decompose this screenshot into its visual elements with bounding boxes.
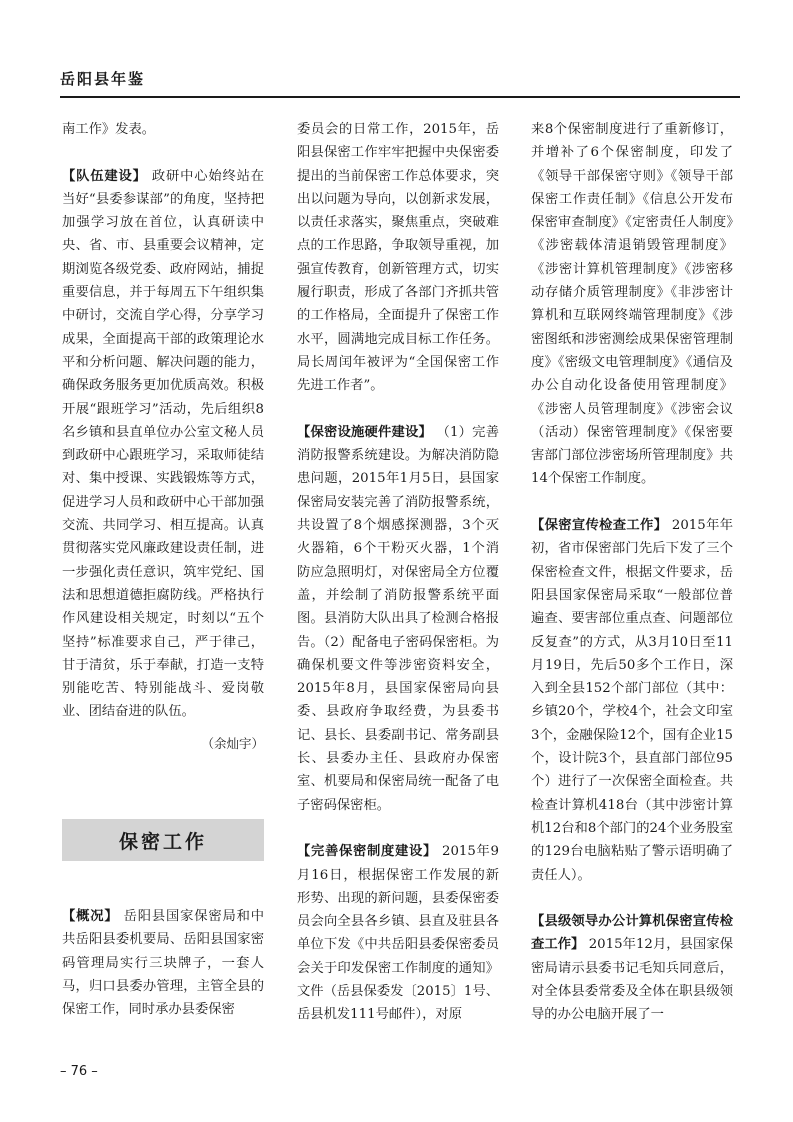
yearbook-header: 岳阳县年鉴 — [60, 70, 146, 88]
team-building-paragraph — [62, 165, 264, 724]
overview-body: 岳阳县国家保密局和中共岳阳县委机要局、岳阳县国家密码管理局实行三块牌子，一套人马，归口县委办管理，主管全县的保密工作，同时承办县委保密 — [62, 909, 265, 1018]
intro-paragraph: 南工作》发表。 — [62, 122, 156, 137]
header-rule — [60, 96, 740, 98]
overview-tag: 【概况】 — [62, 909, 119, 924]
overview-paragraph — [62, 905, 264, 1021]
column-1-lower — [62, 905, 264, 1021]
system-paragraph — [297, 840, 499, 1026]
page-number: – 76 – — [60, 1064, 98, 1079]
publicity-tag: 【保密宣传检查工作】 — [531, 518, 668, 534]
column-1 — [62, 118, 264, 755]
section-title-box — [62, 819, 264, 861]
leaders-tag: 【县级领导办公计算机保密宣传检查工作】 — [531, 914, 733, 953]
facility-tag: 【保密设施硬件建设】 — [297, 424, 433, 440]
publicity-body: 2015年年初，省市保密部门先后下发了三个保密检查文件，根据文件要求，岳阳县国家保密局采取“一般部位普遍查、要害部位重点查、问题部位反复查”的方式，从3月10日至11月19日，先后50多个工作日，深入到全县152个部门部位（其中：乡镇20个，学校4个，社会文印室3个，金融保险12个，国有企业15个，设计院3个，县直部门部位95个）进行了一次保密全面检查。共检查计算机418台（其中涉密计算机12台和8个部门的24个业务股室的129台电脑粘贴了警示语明确了责任人）。 — [531, 518, 733, 883]
section-title: 保密工作 — [118, 830, 207, 853]
publicity-paragraph — [531, 514, 733, 887]
team-building-body: 政研中心始终站在当好“县委参谋部”的角度，坚持把加强学习放在首位，认真研读中央、省、市、县重要会议精神，定期浏览各级党委、政府网站，捕捉重要信息，并于每周五下午组织集中研讨，交流自学心得，分享学习成果，全面提高干部的政策理论水平和分析问题、解决问题的能力，确保政务服务更加优质高效。积极开展“跟班学习”活动，先后组织8名乡镇和县直单位办公室文秘人员到政研中心跟班学习，采取师徒结对、集中授课、实践锻炼等方式，促进学习人员和政研中心干部加强交流、共同学习、相互提高。认真贯彻落实党风廉政建设责任制，进一步强化责任意识，筑牢党纪、国法和思想道德拒腐防线。严格执行作风建设相关规定，时刻以“五个坚持”标准要求自己，严于律己，甘于清贫，乐于奉献，打造一支特别能吃苦、特别能战斗、爱岗敬业、团结奋进的队伍。 — [62, 168, 265, 720]
overview-continued: 委员会的日常工作，2015年，岳阳县保密工作牢牢把握中央保密委提出的当前保密工作总体要求，突出以问题为导向，以创新求发展，以责任求落实，聚焦重点，突破难点的工作思路，争取领导重视，加强宣传教育，创新管理方式，切实履行职责，形成了各部门齐抓共管的工作格局，全面提升了保密工作水平，圆满地完成目标工作任务。局长周闰年被评为“全国保密工作先进工作者”。 — [297, 122, 499, 394]
system-continued: 来8个保密制度进行了重新修订，并增补了6个保密制度，印发了《领导干部保密守则》《领导干部保密工作责任制》《信息公开发布保密审查制度》《定密责任人制度》《涉密载体清退销毁管理制度》《涉密计算机管理制度》《涉密移动存储介质管理制度》《非涉密计算机和互联网终端管理制度》《涉密图纸和涉密测绘成果保密管理制度》《密级文电管理制度》《通信及办公自动化设备使用管理制度》《涉密人员管理制度》《涉密会议（活动）保密管理制度》《保密要害部门部位涉密场所管理制度》共14个保密工作制度。 — [531, 122, 733, 487]
facility-body: （1）完善消防报警系统建设。为解决消防隐患问题，2015年1月5日，县国家保密局安装完善了消防报警系统，共设置了8个烟感探测器，3个灭火器箱，6个干粉灭火器，1个消防应急照明灯，对保密局全方位覆盖，并绘制了消防报警系统平面图。县消防大队出具了检测合格报告。（2）配备电子密码保密柜。为确保机要文件等涉密资料安全，2015年8月，县国家保密局向县委、县政府争取经费，为县委书记、县长、县委副书记、常务副县长、县委办主任、县政府办保密室、机要局和保密局统一配备了电子密码保密柜。 — [297, 424, 499, 813]
author-credit: （余灿宇） — [201, 735, 264, 751]
column-3 — [531, 118, 733, 1027]
system-body: 2015年9月16日，根据保密工作发展的新形势、出现的新问题，县委保密委员会向全县各乡镇、县直及驻县各单位下发《中共岳阳县委保密委员会关于印发保密工作制度的通知》文件（岳县保委发〔2015〕1号、岳县机发111号邮件），对原 — [297, 844, 499, 1023]
system-tag: 【完善保密制度建设】 — [297, 844, 438, 860]
leaders-body: 2015年12月，县国家保密局请示县委书记毛知兵同意后，对全体县委常委及全体在职县级领导的办公电脑开展了一 — [531, 937, 734, 1023]
team-building-tag: 【队伍建设】 — [62, 168, 147, 184]
facility-paragraph — [297, 421, 499, 817]
column-2 — [297, 118, 499, 1027]
leaders-paragraph — [531, 910, 733, 1026]
